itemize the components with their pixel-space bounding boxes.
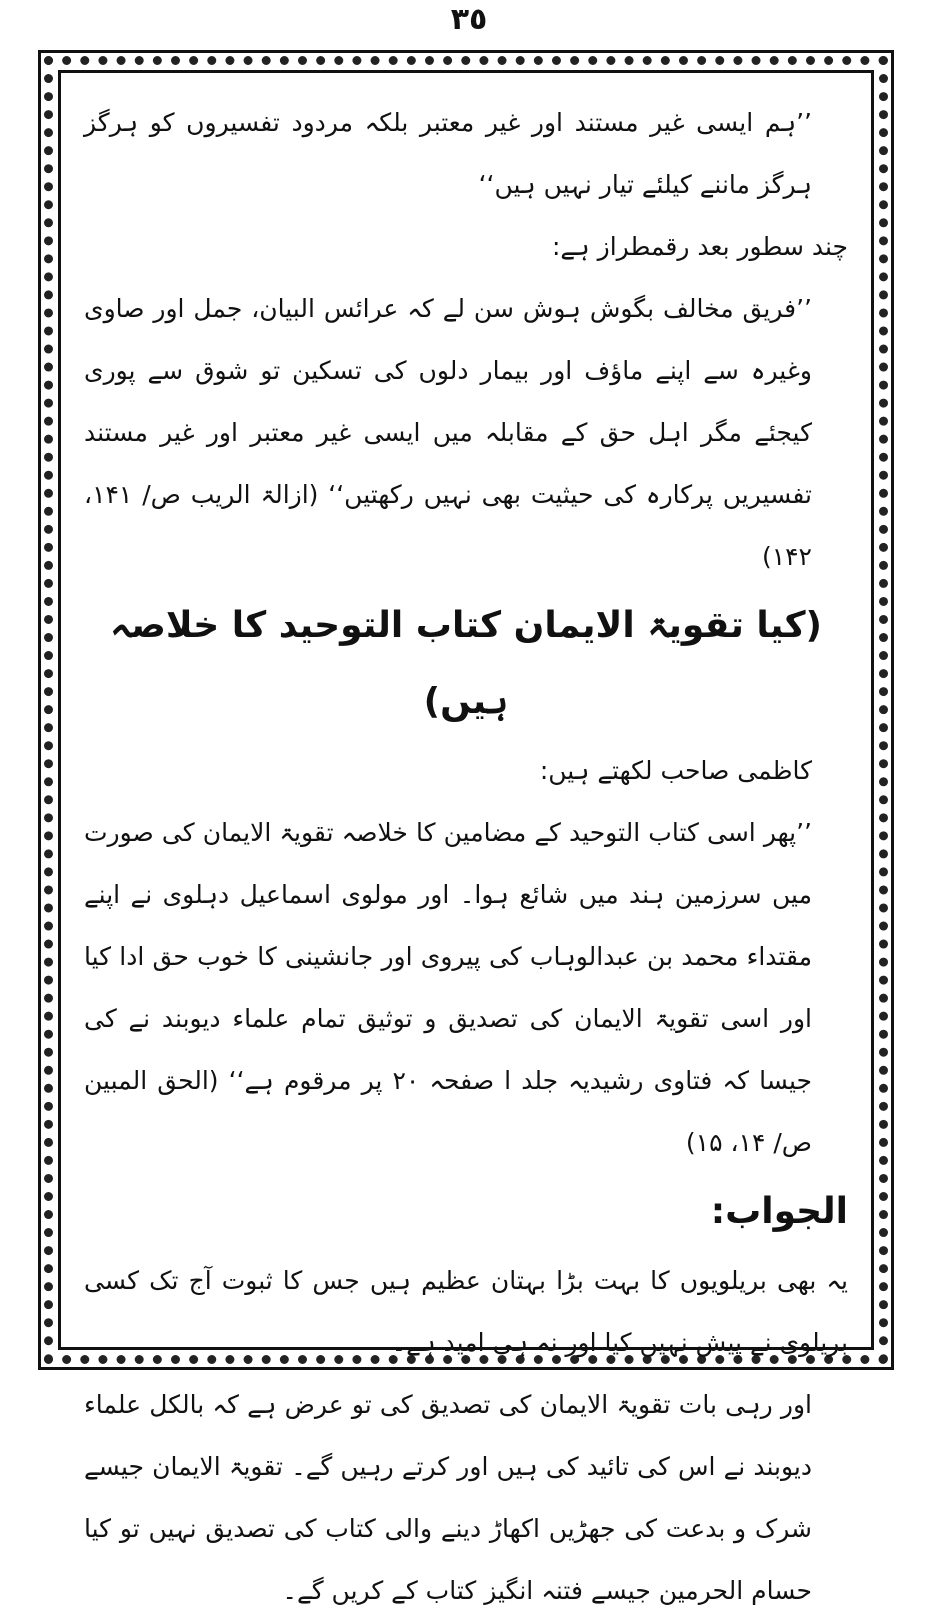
intro-paragraph-2: چند سطور بعد رقمطراز ہے: <box>551 232 848 261</box>
section-heading: (کیا تقویۃ الایمان کتاب التوحید کا خلاصہ ہیں) <box>110 605 822 722</box>
intro-paragraph-3: کاظمی صاحب لکھتے ہیں: <box>539 756 812 785</box>
answer-heading: الجواب: <box>710 1191 848 1232</box>
quote-paragraph-3: ’’پھر اسی کتاب التوحید کے مضامین کا خلاصہ تقویۃ الایمان کی صورت میں سرزمین ہند میں شائع ہوا۔ اور مولوی اسماعیل دہلوی نے اپنے مقتداء محمد بن عبدالوہاب کی پیروی اور جانشینی کا خوب حق ادا کیا اور اسی تقویۃ الایمان کی تصدیق و توثیق تمام علماء دیوبند نے کی جیسا کہ فتاوی رشیدیہ جلد ا صفحہ ۲۰ پر مرقوم ہے‘‘ (الحق المبین ص/ ۱۴، ۱۵) <box>84 818 812 1157</box>
quote-paragraph-2: ’’فریق مخالف بگوش ہوش سن لے کہ عرائس البیان، جمل اور صاوی وغیرہ سے اپنے ماؤف اور بیمار دلوں کی تسکین تو شوق سے پوری کیجئے مگر اہل حق کے مقابلہ میں ایسی غیر معتبر اور غیر مستند تفسیریں پرکارہ کی حیثیت بھی نہیں رکھتیں‘‘ (ازالۃ الریب ص/ ۱۴۱، ۱۴۲) <box>84 294 812 571</box>
answer-paragraph-1: یہ بھی بریلویوں کا بہت بڑا بہتان عظیم ہیں جس کا ثبوت آج تک کسی بریلوی نے پیش نہیں کیا اور نہ ہی امید ہے۔ <box>84 1266 848 1357</box>
page-number: ٣٥ <box>450 2 488 37</box>
answer-paragraph-2: اور رہی بات تقویۃ الایمان کی تصدیق کی تو عرض ہے کہ بالکل علماء دیوبند نے اس کی تائید کی ہیں اور کرتے رہیں گے۔ تقویۃ الایمان جیسے شرک و بدعت کی جھڑیں اکھاڑ دینے والی کتاب کی تصدیق نہیں تو کیا حسام الحرمین جیسے فتنہ انگیز کتاب کے کریں گے۔ <box>84 1390 812 1605</box>
page-body <box>84 92 848 1622</box>
quote-paragraph-1: ’’ہم ایسی غیر مستند اور غیر معتبر بلکہ مردود تفسیروں کو ہرگز ہرگز ماننے کیلئے تیار نہیں ہیں‘‘ <box>84 108 812 199</box>
